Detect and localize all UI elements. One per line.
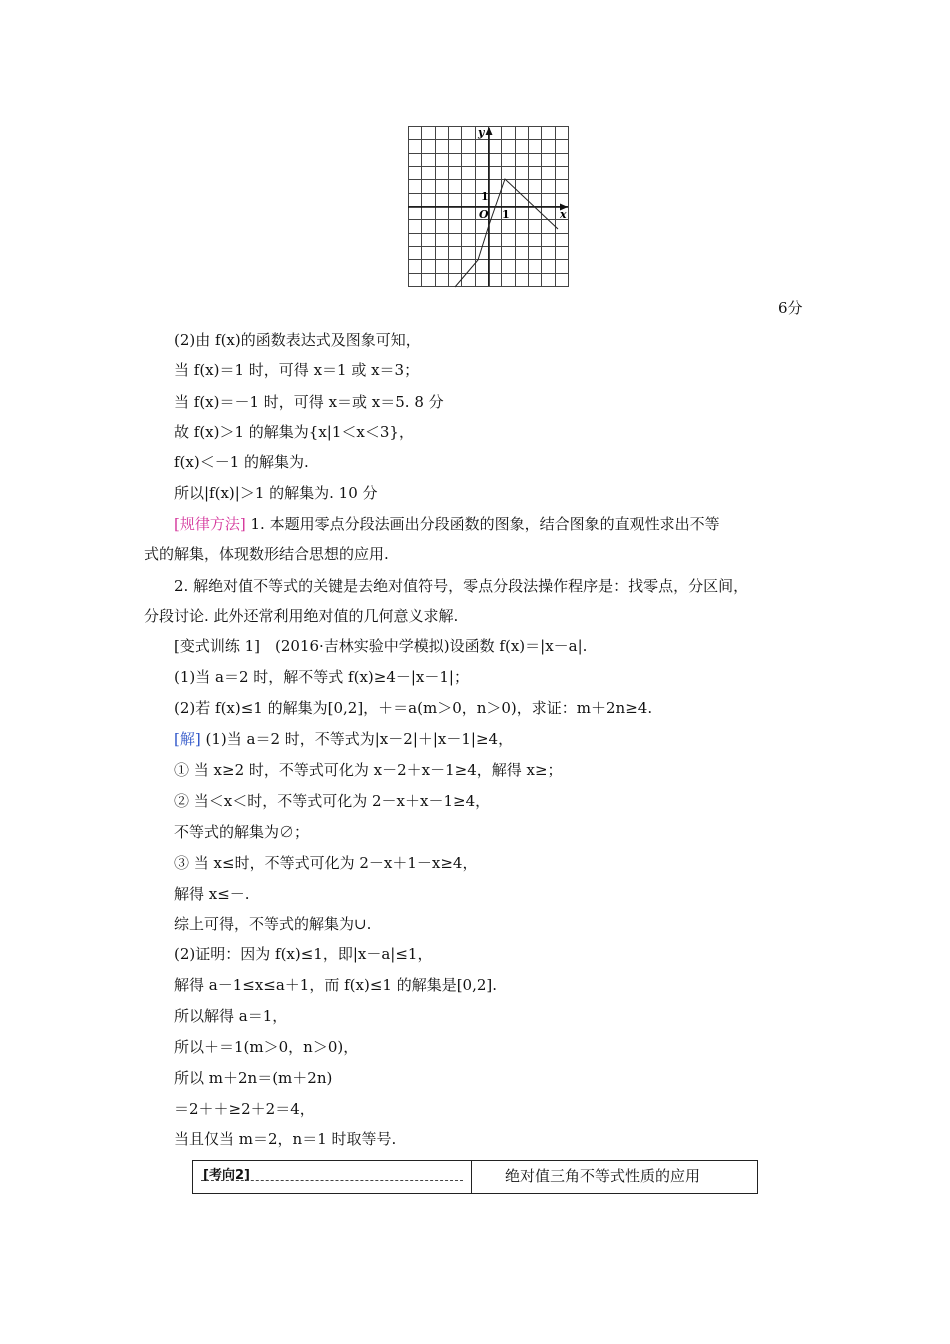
exercise-header: [变式训练 1] (2016·吉林实验中学模拟)设函数 f(x)＝|x－a|. <box>174 637 588 655</box>
text-line: 解得 x≤－. <box>174 885 250 903</box>
method-text: 1. 本题用零点分段法画出分段函数的图象，结合图象的直观性求出不等 <box>245 515 720 533</box>
text-line: 分段讨论. 此外还常利用绝对值的几何意义求解. <box>144 607 459 625</box>
text-line: 所以＋＝1(m＞0，n＞0)， <box>174 1038 359 1056</box>
text-line: f(x)＜－1 的解集为. <box>174 453 309 471</box>
text-line: (2)证明：因为 f(x)≤1，即|x－a|≤1， <box>174 945 433 963</box>
origin-label: O <box>479 208 489 221</box>
y-tick-one: 1 <box>481 190 489 203</box>
solution-paragraph <box>174 729 513 749</box>
text-line: 故 f(x)＞1 的解集为{x|1＜x＜3}， <box>174 423 414 441</box>
text-line: 当 f(x)＝－1 时，可得 x＝或 x＝5. 8 分 <box>174 393 444 411</box>
text-line: ③ 当 x≤时，不等式可化为 2－x＋1－x≥4， <box>174 854 478 872</box>
text-line: 2. 解绝对值不等式的关键是去绝对值符号，零点分段法操作程序是：找零点，分区间， <box>174 577 749 595</box>
text-line: 综上可得，不等式的解集为∪. <box>174 915 372 933</box>
text-line: ＝2＋＋≥2＋2＝4， <box>174 1100 315 1118</box>
text-line: 所以|f(x)|＞1 的解集为. 10 分 <box>174 484 378 502</box>
text-line: 式的解集，体现数形结合思想的应用. <box>144 545 389 563</box>
topic-box <box>192 1160 758 1194</box>
score-marker: 6分 <box>778 299 803 317</box>
text-line: ② 当＜x＜时，不等式可化为 2－x＋x－1≥4， <box>174 792 491 810</box>
solution-tag: [解] <box>174 730 201 748</box>
solution-text: (1)当 a＝2 时，不等式为|x－2|＋|x－1|≥4， <box>200 730 514 748</box>
topic-label-cell <box>193 1161 472 1193</box>
function-graph <box>408 126 570 288</box>
text-line: 不等式的解集为∅； <box>174 823 310 841</box>
text-line: 当且仅当 m＝2，n＝1 时取等号. <box>174 1130 397 1148</box>
method-tag: [规律方法] <box>174 515 246 533</box>
y-axis-label: y <box>478 126 485 139</box>
text-line: 所以解得 a＝1， <box>174 1007 288 1025</box>
x-tick-one: 1 <box>502 208 510 221</box>
text-line: ① 当 x≥2 时，不等式可化为 x－2＋x－1≥4，解得 x≥； <box>174 761 563 779</box>
method-paragraph <box>174 514 720 534</box>
topic-title: 绝对值三角不等式性质的应用 <box>505 1167 701 1185</box>
text-line: (2)若 f(x)≤1 的解集为[0,2]，＋＝a(m＞0，n＞0)，求证：m＋2n≥4. <box>174 699 653 717</box>
text-line: 当 f(x)＝1 时，可得 x＝1 或 x＝3； <box>174 361 420 379</box>
text-line: 所以 m＋2n＝(m＋2n) <box>174 1069 333 1087</box>
x-axis-label: x <box>560 208 567 221</box>
topic-divider <box>201 1180 463 1181</box>
text-line: (2)由 f(x)的函数表达式及图象可知， <box>174 331 421 349</box>
topic-tag: [考向2] <box>203 1168 250 1183</box>
y-axis-arrow <box>486 127 493 135</box>
text-line: (1)当 a＝2 时，解不等式 f(x)≥4－|x－1|； <box>174 668 469 686</box>
text-line: 解得 a－1≤x≤a＋1，而 f(x)≤1 的解集是[0,2]. <box>174 976 498 994</box>
